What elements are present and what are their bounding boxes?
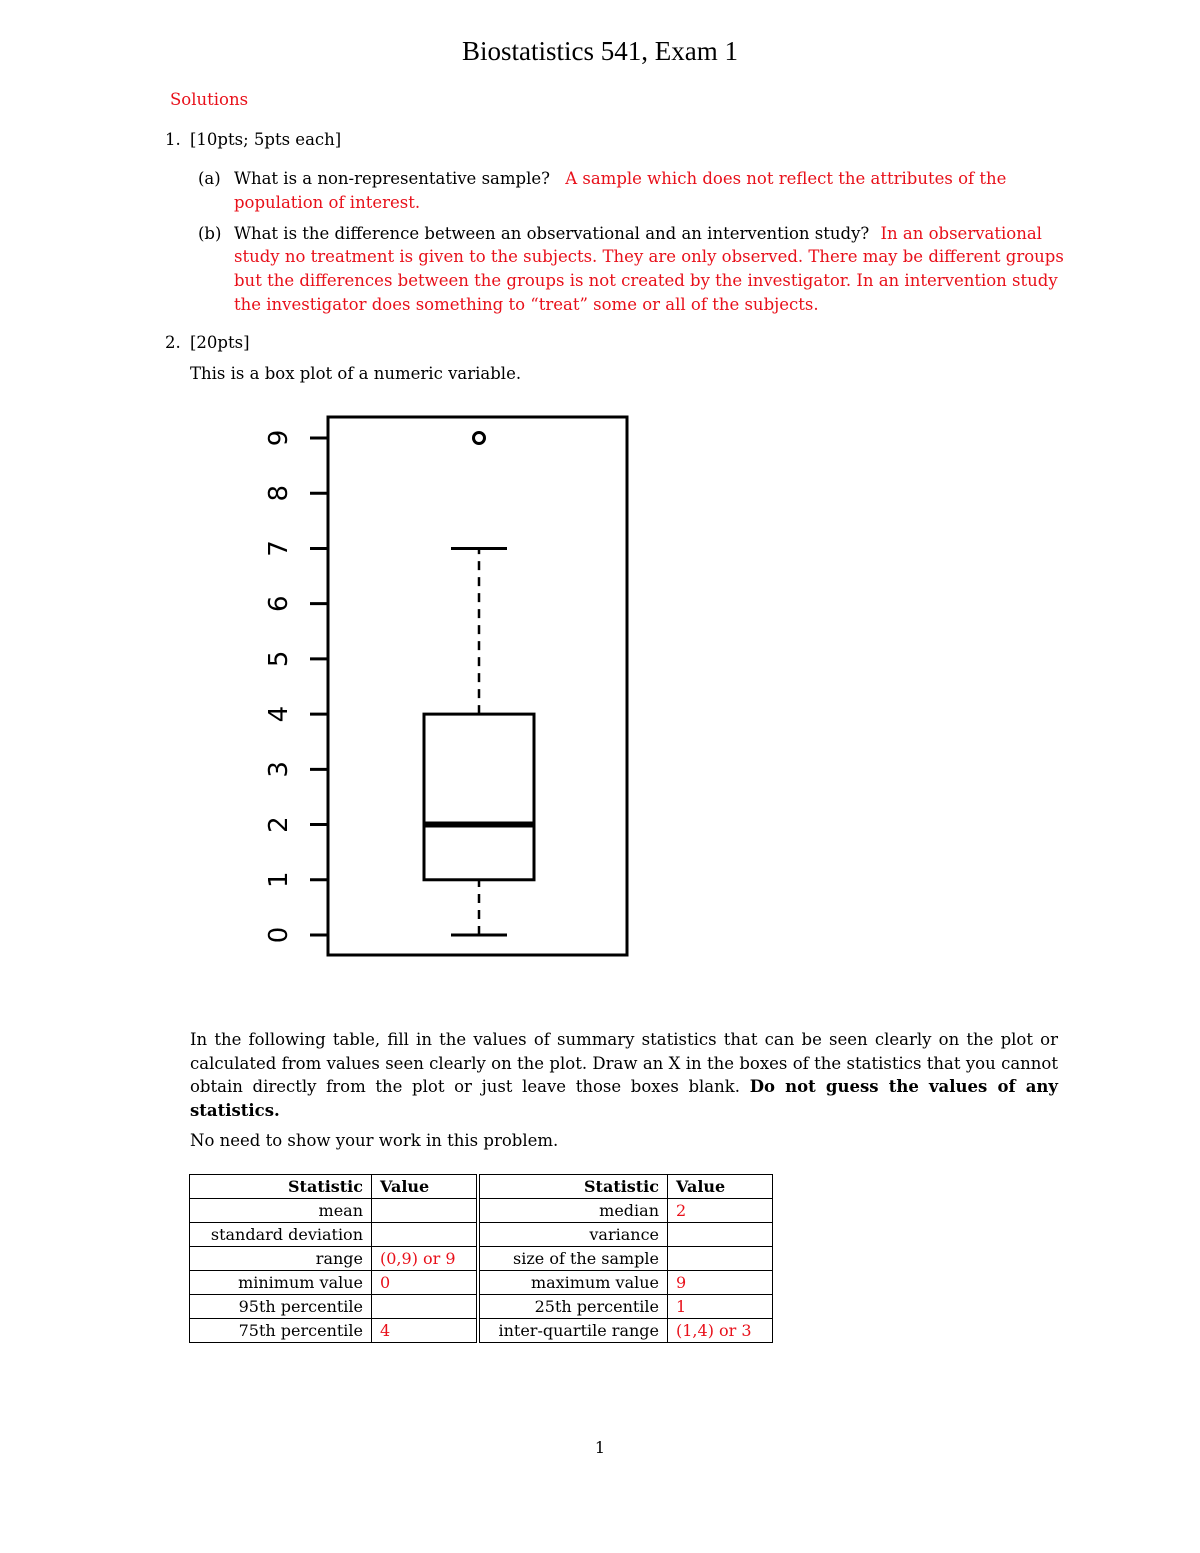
table-row (190, 1223, 773, 1247)
box-plot (255, 405, 635, 965)
q1a-question (234, 169, 1006, 188)
q1b-answer-line4: the investigator does something to “treat” some or all of the subjects. (234, 295, 819, 314)
stat-value (668, 1223, 773, 1247)
q2-no-work-note: No need to show your work in this problem. (190, 1131, 559, 1150)
page-title: Biostatistics 541, Exam 1 (462, 36, 738, 66)
stat-name: mean (190, 1199, 372, 1223)
stat-name: minimum value (190, 1271, 372, 1295)
y-tick-label: 9 (264, 429, 294, 447)
table-row (190, 1247, 773, 1271)
q2-number: 2. (165, 333, 181, 352)
table-row (190, 1271, 773, 1295)
q2-intro: This is a box plot of a numeric variable. (190, 364, 522, 383)
stat-name: inter-quartile range (478, 1319, 668, 1343)
header-value-right: Value (668, 1175, 773, 1199)
outlier-point (474, 433, 485, 444)
y-axis (264, 430, 328, 944)
stat-name: 95th percentile (190, 1295, 372, 1319)
stat-value (372, 1295, 479, 1319)
table-row (190, 1199, 773, 1223)
q1a-answer-line1: A sample which does not reflect the attributes of the (565, 169, 1007, 188)
page-number: 1 (594, 1438, 606, 1457)
stat-name: standard deviation (190, 1223, 372, 1247)
header-statistic-left: Statistic (190, 1175, 372, 1199)
q1b-question-text: What is the difference between an observational and an intervention study? (234, 224, 870, 243)
y-tick-label: 3 (264, 761, 294, 778)
stat-value: 9 (668, 1271, 773, 1295)
iqr-box (424, 714, 534, 880)
header-value-left: Value (372, 1175, 479, 1199)
y-tick-label: 4 (264, 705, 294, 723)
q1a-label: (a) (198, 169, 221, 188)
q1b-question (234, 224, 1042, 243)
stat-name: range (190, 1247, 372, 1271)
stat-value (372, 1199, 479, 1223)
summary-statistics-table (189, 1174, 773, 1343)
q1b-answer-line2: study no treatment is given to the subjects. They are only observed. There may be different groups (234, 247, 1064, 266)
y-tick-label: 7 (264, 540, 294, 557)
header-statistic-right: Statistic (478, 1175, 668, 1199)
q1a-question-text: What is a non-representative sample? (234, 169, 550, 188)
stat-name: median (478, 1199, 668, 1223)
stat-value: 4 (372, 1319, 479, 1343)
q2-instructions (190, 1028, 1058, 1122)
y-tick-label: 2 (264, 816, 294, 833)
stat-value: (1,4) or 3 (668, 1319, 773, 1343)
q1b-label: (b) (198, 224, 222, 243)
y-tick-label: 0 (264, 926, 294, 944)
stat-name: size of the sample (478, 1247, 668, 1271)
q1-points: [10pts; 5pts each] (190, 130, 342, 149)
y-tick-label: 5 (264, 650, 294, 668)
stat-name: maximum value (478, 1271, 668, 1295)
q1a-answer-line2: population of interest. (234, 193, 421, 212)
stat-name: 25th percentile (478, 1295, 668, 1319)
q1b-answer-line3: but the differences between the groups is not created by the investigator. In an intervention study (234, 271, 1058, 290)
q2-points: [20pts] (190, 333, 250, 352)
stat-value (372, 1223, 479, 1247)
q2-instructions-bold: Do not guess the values of any statistics. (190, 1077, 1058, 1120)
y-tick-label: 8 (264, 484, 294, 502)
y-tick-label: 6 (264, 595, 294, 612)
stat-value: 1 (668, 1295, 773, 1319)
stat-name: 75th percentile (190, 1319, 372, 1343)
q1-number: 1. (165, 130, 181, 149)
solutions-label: Solutions (170, 90, 249, 109)
y-tick-label: 1 (264, 871, 294, 889)
stat-value: (0,9) or 9 (372, 1247, 479, 1271)
stat-name: variance (478, 1223, 668, 1247)
stat-value (668, 1247, 773, 1271)
stat-value: 0 (372, 1271, 479, 1295)
table-row (190, 1295, 773, 1319)
table-header-row (190, 1175, 773, 1199)
box-marks (424, 433, 534, 936)
q2-instructions-text: In the following table, fill in the values of summary statistics that can be seen clearly on the plot or calculated from values seen clearly on the plot. Draw an X in the boxes of the statistics that you cannot obtain directly from the plot or just leave those boxes blank. (190, 1030, 1058, 1096)
table-row (190, 1319, 773, 1343)
q1b-answer-line1: In an observational (880, 224, 1042, 243)
stat-value: 2 (668, 1199, 773, 1223)
